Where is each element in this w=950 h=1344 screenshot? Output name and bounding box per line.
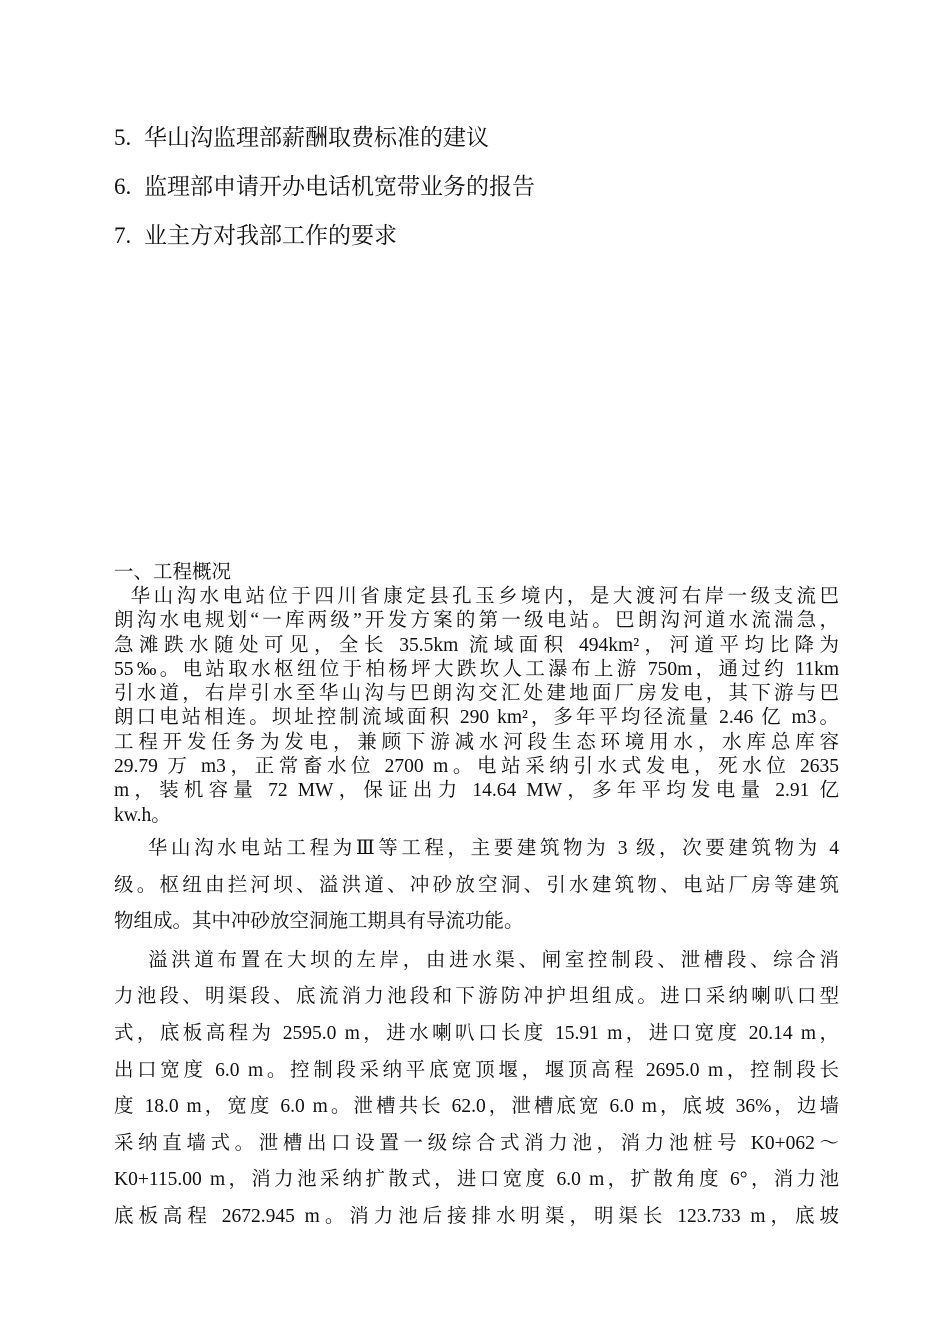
agenda-text: 华山沟监理部薪酬取费标准的建议	[144, 125, 489, 150]
spillway-paragraph	[114, 943, 839, 1236]
overview-paragraph	[114, 585, 839, 828]
agenda-item	[114, 216, 874, 265]
text-line: 溢洪道布置在大坝的左岸，由进水渠、闸室控制段、泄槽段、综合消	[114, 949, 839, 971]
text-line: K0+115.00 m，消力池采纳扩散式，进口宽度 6.0 m，扩散角度 6°，消力池	[114, 1169, 839, 1191]
agenda-text: 业主方对我部工作的要求	[144, 223, 397, 248]
text-line: 工程开发任务为发电，兼顾下游减水河段生态环境用水，水库总库容	[114, 731, 839, 753]
text-line: 引水道，右岸引水至华山沟与巴朗沟交汇处建地面厂房发电，其下游与巴	[114, 683, 839, 705]
text-line: 级。枢纽由拦河坝、溢洪道、冲砂放空洞、引水建筑物、电站厂房等建筑	[114, 874, 839, 896]
text-line: 出口宽度 6.0 m。控制段采纳平底宽顶堰，堰顶高程 2695.0 m，控制段长	[114, 1059, 839, 1081]
text-line: 物组成。其中冲砂放空洞施工期具有导流功能。	[114, 911, 524, 933]
text-line: 华山沟水电站位于四川省康定县孔玉乡境内，是大渡河右岸一级支流巴	[114, 586, 839, 607]
agenda-list	[114, 118, 874, 265]
section-heading: 一、工程概况	[114, 562, 232, 583]
text-line: 朗口电站相连。坝址控制流域面积 290 km²，多年平均径流量 2.46 亿 m3。	[114, 707, 839, 729]
text-line: 力池段、明渠段、底流消力池段和下游防冲护坦组成。进口采纳喇叭口型	[114, 986, 839, 1008]
agenda-number: 7.	[114, 223, 132, 248]
text-line: m，装机容量 72 MW，保证出力 14.64 MW，多年平均发电量 2.91 亿	[114, 780, 839, 802]
agenda-number: 5.	[114, 125, 132, 150]
project-overview-section	[114, 561, 839, 1236]
text-line: 式，底板高程为 2595.0 m，进水喇叭口长度 15.91 m，进口宽度 20.14 m，	[114, 1022, 839, 1044]
text-line: 朗沟水电规划“一库两级”开发方案的第一级电站。巴朗沟河道水流湍急，	[114, 610, 839, 632]
text-line: 29.79 万 m3，正常畜水位 2700 m。电站采纳引水式发电，死水位 2635	[114, 756, 839, 778]
project-grade-paragraph	[114, 831, 839, 941]
text-line: 采纳直墙式。泄槽出口设置一级综合式消力池，消力池桩号 K0+062～	[114, 1132, 839, 1154]
text-line: 急滩跌水随处可见，全长 35.5km 流域面积 494km²，河道平均比降为	[114, 634, 839, 656]
text-line: 度 18.0 m，宽度 6.0 m。泄槽共长 62.0，泄槽底宽 6.0 m，底坡 36%，边墙	[114, 1096, 839, 1118]
text-line: kw.h。	[114, 804, 171, 826]
text-line: 底板高程 2672.945 m。消力池后接排水明渠，明渠长 123.733 m，底坡	[114, 1205, 839, 1227]
text-line: 华山沟水电站工程为Ⅲ等工程，主要建筑物为 3 级，次要建筑物为 4	[114, 837, 839, 859]
agenda-number: 6.	[114, 174, 132, 199]
text-line: 55‰。电站取水枢纽位于柏杨坪大跌坎人工瀑布上游 750m，通过约 11km	[114, 658, 839, 680]
agenda-item	[114, 167, 874, 216]
agenda-text: 监理部申请开办电话机宽带业务的报告	[144, 174, 535, 199]
agenda-item	[114, 118, 874, 167]
